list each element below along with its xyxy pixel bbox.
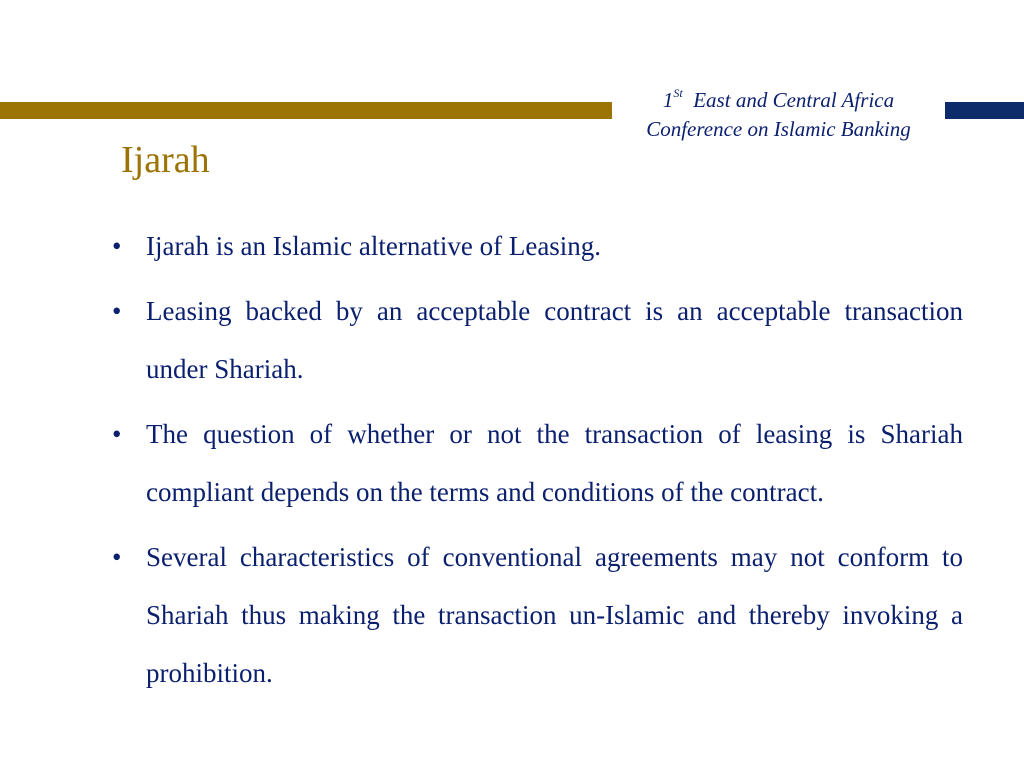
- bullet-item: [112, 405, 963, 521]
- bullet-list: [112, 217, 963, 709]
- bullet-text: Ijarah is an Islamic alternative of Leasing.: [146, 231, 602, 261]
- header-navy-bar: [945, 102, 1024, 119]
- bullet-icon: •: [112, 419, 122, 449]
- header-gold-bar: [0, 102, 612, 119]
- conference-name-part-1: East and Central Africa: [693, 88, 895, 112]
- bullet-item: [112, 528, 963, 702]
- conference-ordinal-suffix: St: [673, 86, 683, 100]
- conference-ordinal: 1: [662, 88, 674, 112]
- bullet-text: Leasing backed by an acceptable contract is an acceptable transaction under Shariah.: [146, 296, 963, 384]
- conference-line-2: Conference on Islamic Banking: [646, 117, 911, 141]
- conference-caption: [612, 86, 945, 144]
- slide-title: Ijarah: [121, 139, 210, 181]
- bullet-text: The question of whether or not the transaction of leasing is Shariah compliant depends on the terms and conditions of the contract.: [146, 419, 963, 507]
- bullet-text: Several characteristics of conventional agreements may not conform to Shariah thus making the transaction un-Islamic and thereby invoking a prohibition.: [146, 542, 963, 688]
- bullet-item: [112, 282, 963, 398]
- bullet-item: [112, 217, 963, 275]
- conference-line-1: [612, 86, 945, 115]
- bullet-icon: •: [112, 542, 122, 572]
- bullet-icon: •: [112, 231, 122, 261]
- bullet-icon: •: [112, 296, 122, 326]
